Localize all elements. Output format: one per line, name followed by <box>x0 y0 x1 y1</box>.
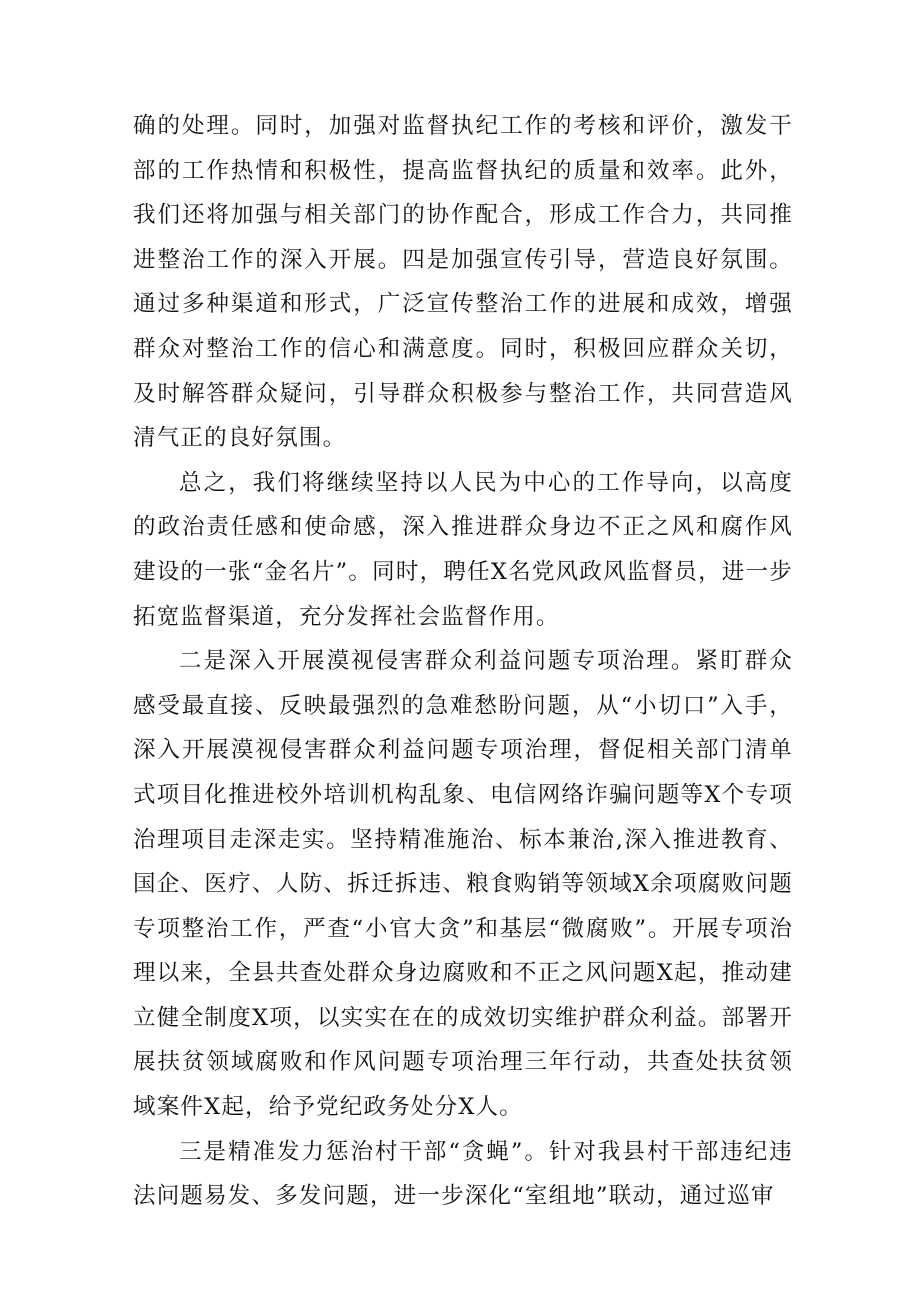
paragraph-continuation: 确的处理。同时，加强对监督执纪工作的考核和评价，激发干部的工作热情和积极性，提高监督执纪的质量和效率。此外，我们还将加强与相关部门的协作配合，形成工作合力，共同推进整治工作的深入开展。四是加强宣传引导，营造良好氛围。通过多种渠道和形式，广泛宣传整治工作的进展和成效，增强群众对整治工作的信心和满意度。同时，积极回应群众关切，及时解答群众疑问，引导群众积极参与整治工作，共同营造风清气正的良好氛围。 <box>133 113 793 452</box>
paragraph-item-two: 二是深入开展漠视侵害群众利益问题专项治理。紧盯群众感受最直接、反映最强烈的急难愁盼问题，从“小切口”入手，深入开展漠视侵害群众利益问题专项治理，督促相关部门清单式项目化推进校外培训机构乱象、电信网络诈骗问题等X个专项治理项目走深走实。坚持精准施治、标本兼治,深入推进教育、国企、医疗、人防、拆迁拆违、粮食购销等领域X余项腐败问题专项整治工作，严查“小官大贪”和基层“微腐败”。开展专项治理以来，全县共查处群众身边腐败和不正之风问题X起，推动建立健全制度X项，以实实在在的成效切实维护群众利益。部署开展扶贫领域腐败和作风问题专项治理三年行动，共查处扶贫领域案件X起，给予党纪政务处分X人。 <box>133 648 793 1121</box>
document-body <box>133 104 793 1219</box>
paragraph-item-three: 三是精准发力惩治村干部“贪蝇”。针对我县村干部违纪违法问题易发、多发问题，进一步深化“室组地”联动，通过巡审 <box>133 1138 793 1210</box>
paragraph-summary: 总之，我们将继续坚持以人民为中心的工作导向，以高度的政治责任感和使命感，深入推进群众身边不正之风和腐作风建设的一张“金名片”。同时，聘任X名党风政风监督员，进一步拓宽监督渠道，充分发挥社会监督作用。 <box>133 469 793 630</box>
